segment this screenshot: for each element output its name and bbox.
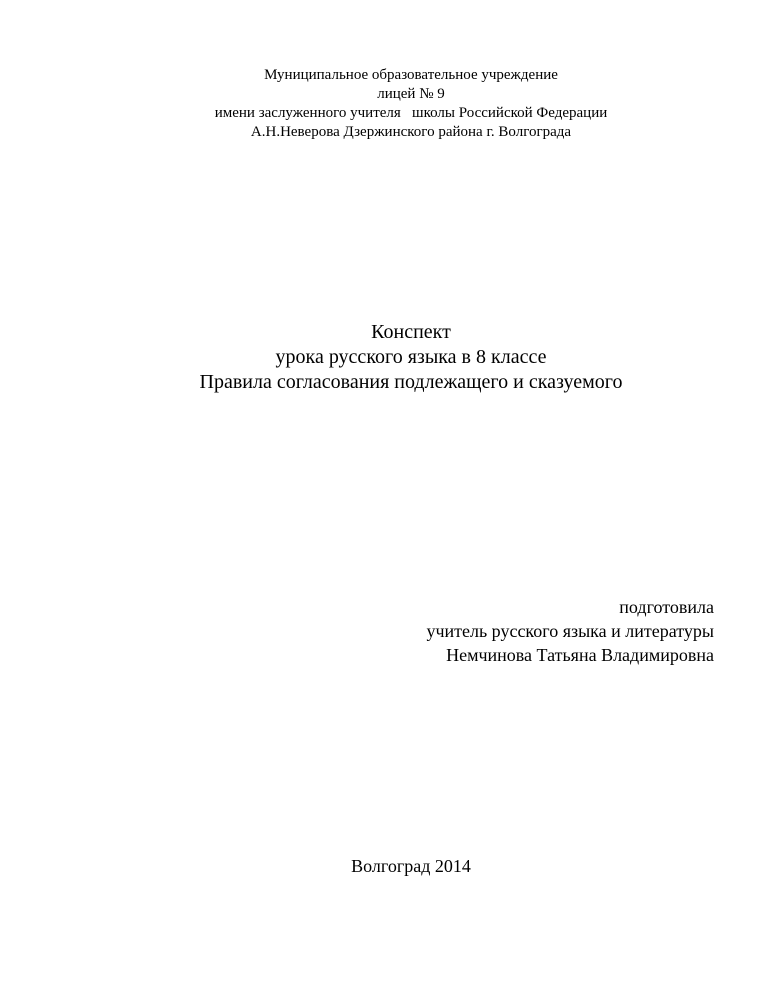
author-line-2: учитель русского языка и литературы [426, 621, 714, 641]
document-title [0, 320, 768, 395]
author-line-3: Немчинова Татьяна Владимировна [446, 645, 714, 665]
institution-line-4: А.Н.Неверова Дзержинского района г. Волгограда [250, 124, 572, 140]
institution-header [0, 66, 768, 142]
title-line-3: Правила согласования подлежащего и сказуемого [199, 371, 623, 393]
institution-line-1: Муниципальное образовательное учреждение [264, 67, 558, 83]
city-year: Волгоград 2014 [351, 856, 471, 876]
institution-line-2: лицей № 9 [377, 86, 445, 102]
author-line-1: подготовила [619, 597, 714, 617]
author-info [426, 595, 714, 667]
title-line-2: урока русского языка в 8 классе [275, 346, 547, 368]
institution-line-3: имени заслуженного учителя школы Российской Федерации [214, 105, 608, 121]
title-line-1: Конспект [371, 321, 451, 343]
